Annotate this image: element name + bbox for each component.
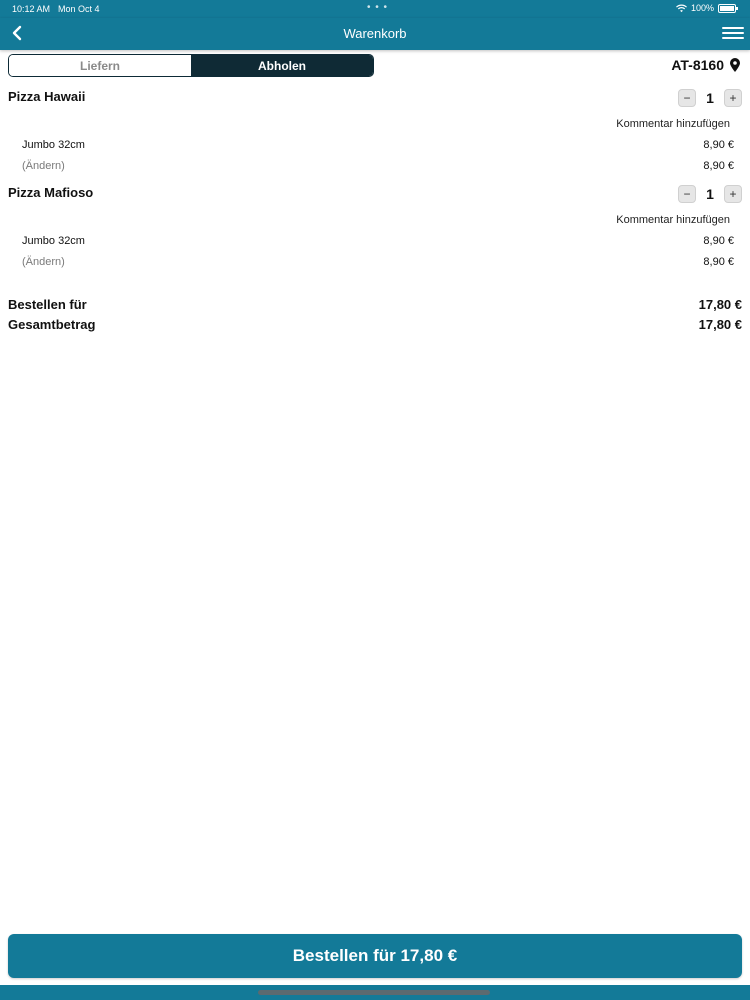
cart-item-name: Pizza Hawaii [8,89,86,104]
item-option-row [22,139,734,151]
item-change-row [22,160,734,172]
quantity-stepper [678,89,742,107]
segment-deliver[interactable]: Liefern [9,55,191,76]
decrease-quantity-button[interactable]: − [678,185,696,203]
order-for-row [8,297,742,312]
delivery-mode-segment [8,54,374,77]
item-size-price: 8,90 € [703,235,734,247]
item-total-price: 8,90 € [703,256,734,268]
location-selector[interactable] [671,57,740,73]
item-change-row [22,256,734,268]
add-comment-link[interactable]: Kommentar hinzufügen [616,118,730,130]
item-option-row [22,235,734,247]
item-size-price: 8,90 € [703,139,734,151]
battery-icon [718,4,736,13]
wifi-icon [676,4,687,13]
change-item-link[interactable]: (Ändern) [22,160,65,172]
multitask-dots[interactable]: • • • [367,2,389,13]
quantity-stepper [678,185,742,203]
status-right [676,3,736,13]
battery-percent: 100% [690,3,714,13]
add-comment-link[interactable]: Kommentar hinzufügen [616,214,730,226]
grand-total-label: Gesamtbetrag [8,317,96,332]
increase-quantity-button[interactable]: + [724,89,742,107]
decrease-quantity-button[interactable]: − [678,89,696,107]
location-code: AT-8160 [671,57,724,73]
cart-item-name: Pizza Mafioso [8,185,94,200]
status-date: Mon Oct 4 [58,4,100,14]
change-item-link[interactable]: (Ändern) [22,256,65,268]
map-pin-icon [730,58,740,72]
quantity-value: 1 [706,90,714,106]
quantity-value: 1 [706,186,714,202]
status-time: 10:12 AM [12,4,51,14]
segment-pickup[interactable]: Abholen [191,55,373,76]
home-indicator[interactable] [258,990,490,995]
item-size: Jumbo 32cm [22,235,85,247]
grand-total-row [8,317,742,332]
page-title: Warenkorb [343,26,407,41]
order-for-label: Bestellen für [8,297,87,312]
item-size: Jumbo 32cm [22,139,85,151]
item-total-price: 8,90 € [703,160,734,172]
nav-bar [0,18,750,50]
status-bar [0,0,750,18]
hamburger-menu-icon[interactable] [722,24,744,44]
place-order-button[interactable]: Bestellen für 17,80 € [8,934,742,978]
increase-quantity-button[interactable]: + [724,185,742,203]
order-for-value: 17,80 € [698,297,742,312]
grand-total-value: 17,80 € [698,317,742,332]
